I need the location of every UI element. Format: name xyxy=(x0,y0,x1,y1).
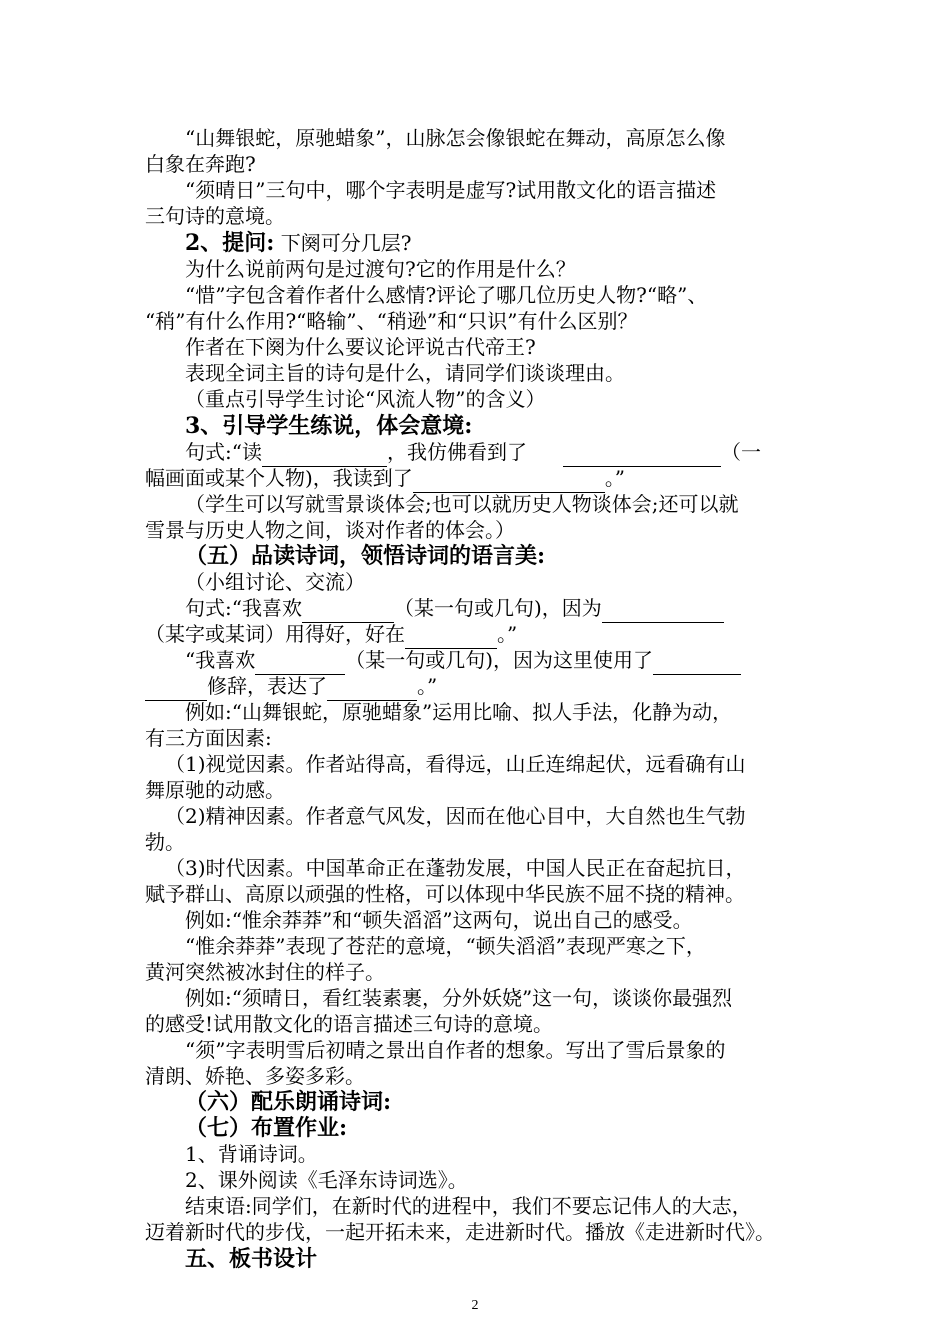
pattern-text: （某一句或几句)，因为这里使用了 xyxy=(345,648,654,672)
paragraph-line: 例如:“山舞银蛇，原驰蜡象”运用比喻、拟人手法，化静为动， xyxy=(185,700,733,724)
paragraph-line: 例如:“惟余莽莽”和“顿失滔滔”这两句，说出自己的感受。 xyxy=(185,908,693,932)
section-heading: （五）品读诗词，领悟诗词的语言美: xyxy=(185,543,546,569)
pattern-text: 幅画面或某个人物)，我读到了 xyxy=(145,466,413,490)
paragraph-line: 雪景与历史人物之间，谈对作者的体会。） xyxy=(145,518,515,542)
paragraph-line: （1)视觉因素。作者站得高，看得远，山丘连绵起伏，远看确有山 xyxy=(165,752,746,776)
paragraph-line: 清朗、娇艳、多姿多彩。 xyxy=(145,1064,365,1088)
pattern-text: 句式:“读 xyxy=(185,440,262,464)
pattern-text: 。” xyxy=(497,622,518,646)
paragraph-line: 结束语:同学们，在新时代的进程中，我们不要忘记伟人的大志， xyxy=(185,1194,752,1218)
paragraph-line: “稍”有什么作用?“略输”、“稍逊”和“只识”有什么区别？ xyxy=(145,309,638,333)
paragraph-line: 的感受!试用散文化的语言描述三句诗的意境。 xyxy=(145,1012,554,1036)
paragraph-line: 白象在奔跑? xyxy=(145,152,256,176)
paragraph-line: （学生可以写就雪景谈体会;也可以就历史人物谈体会;还可以就 xyxy=(185,492,739,516)
question-2-text: 下阕可分几层? xyxy=(280,231,412,255)
paragraph-line: “惜”字包含着作者什么感情?评论了哪几位历史人物?“略”、 xyxy=(185,283,708,307)
section-heading: 3、引导学生练说，体会意境: xyxy=(185,413,473,439)
pattern-text: 。” xyxy=(417,674,438,698)
paragraph-line: 舞原驰的动感。 xyxy=(145,778,285,802)
question-2-label: 2、提问: xyxy=(185,230,275,256)
paragraph-line: （2)精神因素。作者意气风发，因而在他心目中，大自然也生气勃 xyxy=(165,804,746,828)
pattern-text: 修辞，表达了 xyxy=(207,674,327,698)
paragraph-line: “山舞银蛇，原驰蜡象”，山脉怎会像银蛇在舞动，高原怎么像 xyxy=(185,126,726,150)
pattern-text: （某字或某词）用得好，好在 xyxy=(145,622,405,646)
paragraph-line: 三句诗的意境。 xyxy=(145,204,285,228)
paragraph-line: 为什么说前两句是过渡句?它的作用是什么？ xyxy=(185,257,576,281)
paragraph-line: 迈着新时代的步伐，一起开拓未来，走进新时代。播放《走进新时代》。 xyxy=(145,1220,775,1244)
section-heading: （六）配乐朗诵诗词: xyxy=(185,1089,392,1115)
paragraph-line: （3)时代因素。中国革命正在蓬勃发展，中国人民正在奋起抗日， xyxy=(165,856,746,880)
paragraph-line: （小组讨论、交流） xyxy=(185,570,365,594)
paragraph-line: 表现全词主旨的诗句是什么，请同学们谈谈理由。 xyxy=(185,361,625,385)
pattern-text: ，我仿佛看到了 xyxy=(386,440,527,464)
paragraph-line: 2、课外阅读《毛泽东诗词选》。 xyxy=(185,1168,468,1192)
paragraph-line: “须”字表明雪后初晴之景出自作者的想象。写出了雪后景象的 xyxy=(185,1038,726,1062)
pattern-text: （某一句或几句)，因为 xyxy=(393,596,602,620)
pattern-text: （一 xyxy=(720,440,761,464)
paragraph-line: （重点引导学生讨论“风流人物”的含义） xyxy=(185,387,546,411)
paragraph-line: “惟余莽莽”表现了苍茫的意境，“顿失滔滔”表现严寒之下， xyxy=(185,934,706,958)
paragraph-line: 勃。 xyxy=(145,830,185,854)
paragraph-line: 赋予群山、高原以顽强的性格，可以体现中华民族不屈不挠的精神。 xyxy=(145,882,745,906)
paragraph-line: “须晴日”三句中，哪个字表明是虚写?试用散文化的语言描述 xyxy=(185,178,717,202)
paragraph-line: 例如:“须晴日，看红装素裹，分外妖娆”这一句，谈谈你最强烈 xyxy=(185,986,733,1010)
pattern-text: 。” xyxy=(604,466,626,490)
page-number: 2 xyxy=(471,1298,479,1313)
pattern-text: “我喜欢 xyxy=(185,648,256,672)
paragraph-line: 作者在下阕为什么要议论评说古代帝王? xyxy=(185,335,536,359)
section-heading: （七）布置作业: xyxy=(185,1115,348,1141)
section-heading: 五、板书设计 xyxy=(185,1246,318,1272)
pattern-text: 句式:“我喜欢 xyxy=(185,596,302,620)
paragraph-line: 黄河突然被冰封住的样子。 xyxy=(145,960,385,984)
paragraph-line: 1、背诵诗词。 xyxy=(185,1142,318,1166)
paragraph-line: 有三方面因素: xyxy=(145,726,272,750)
